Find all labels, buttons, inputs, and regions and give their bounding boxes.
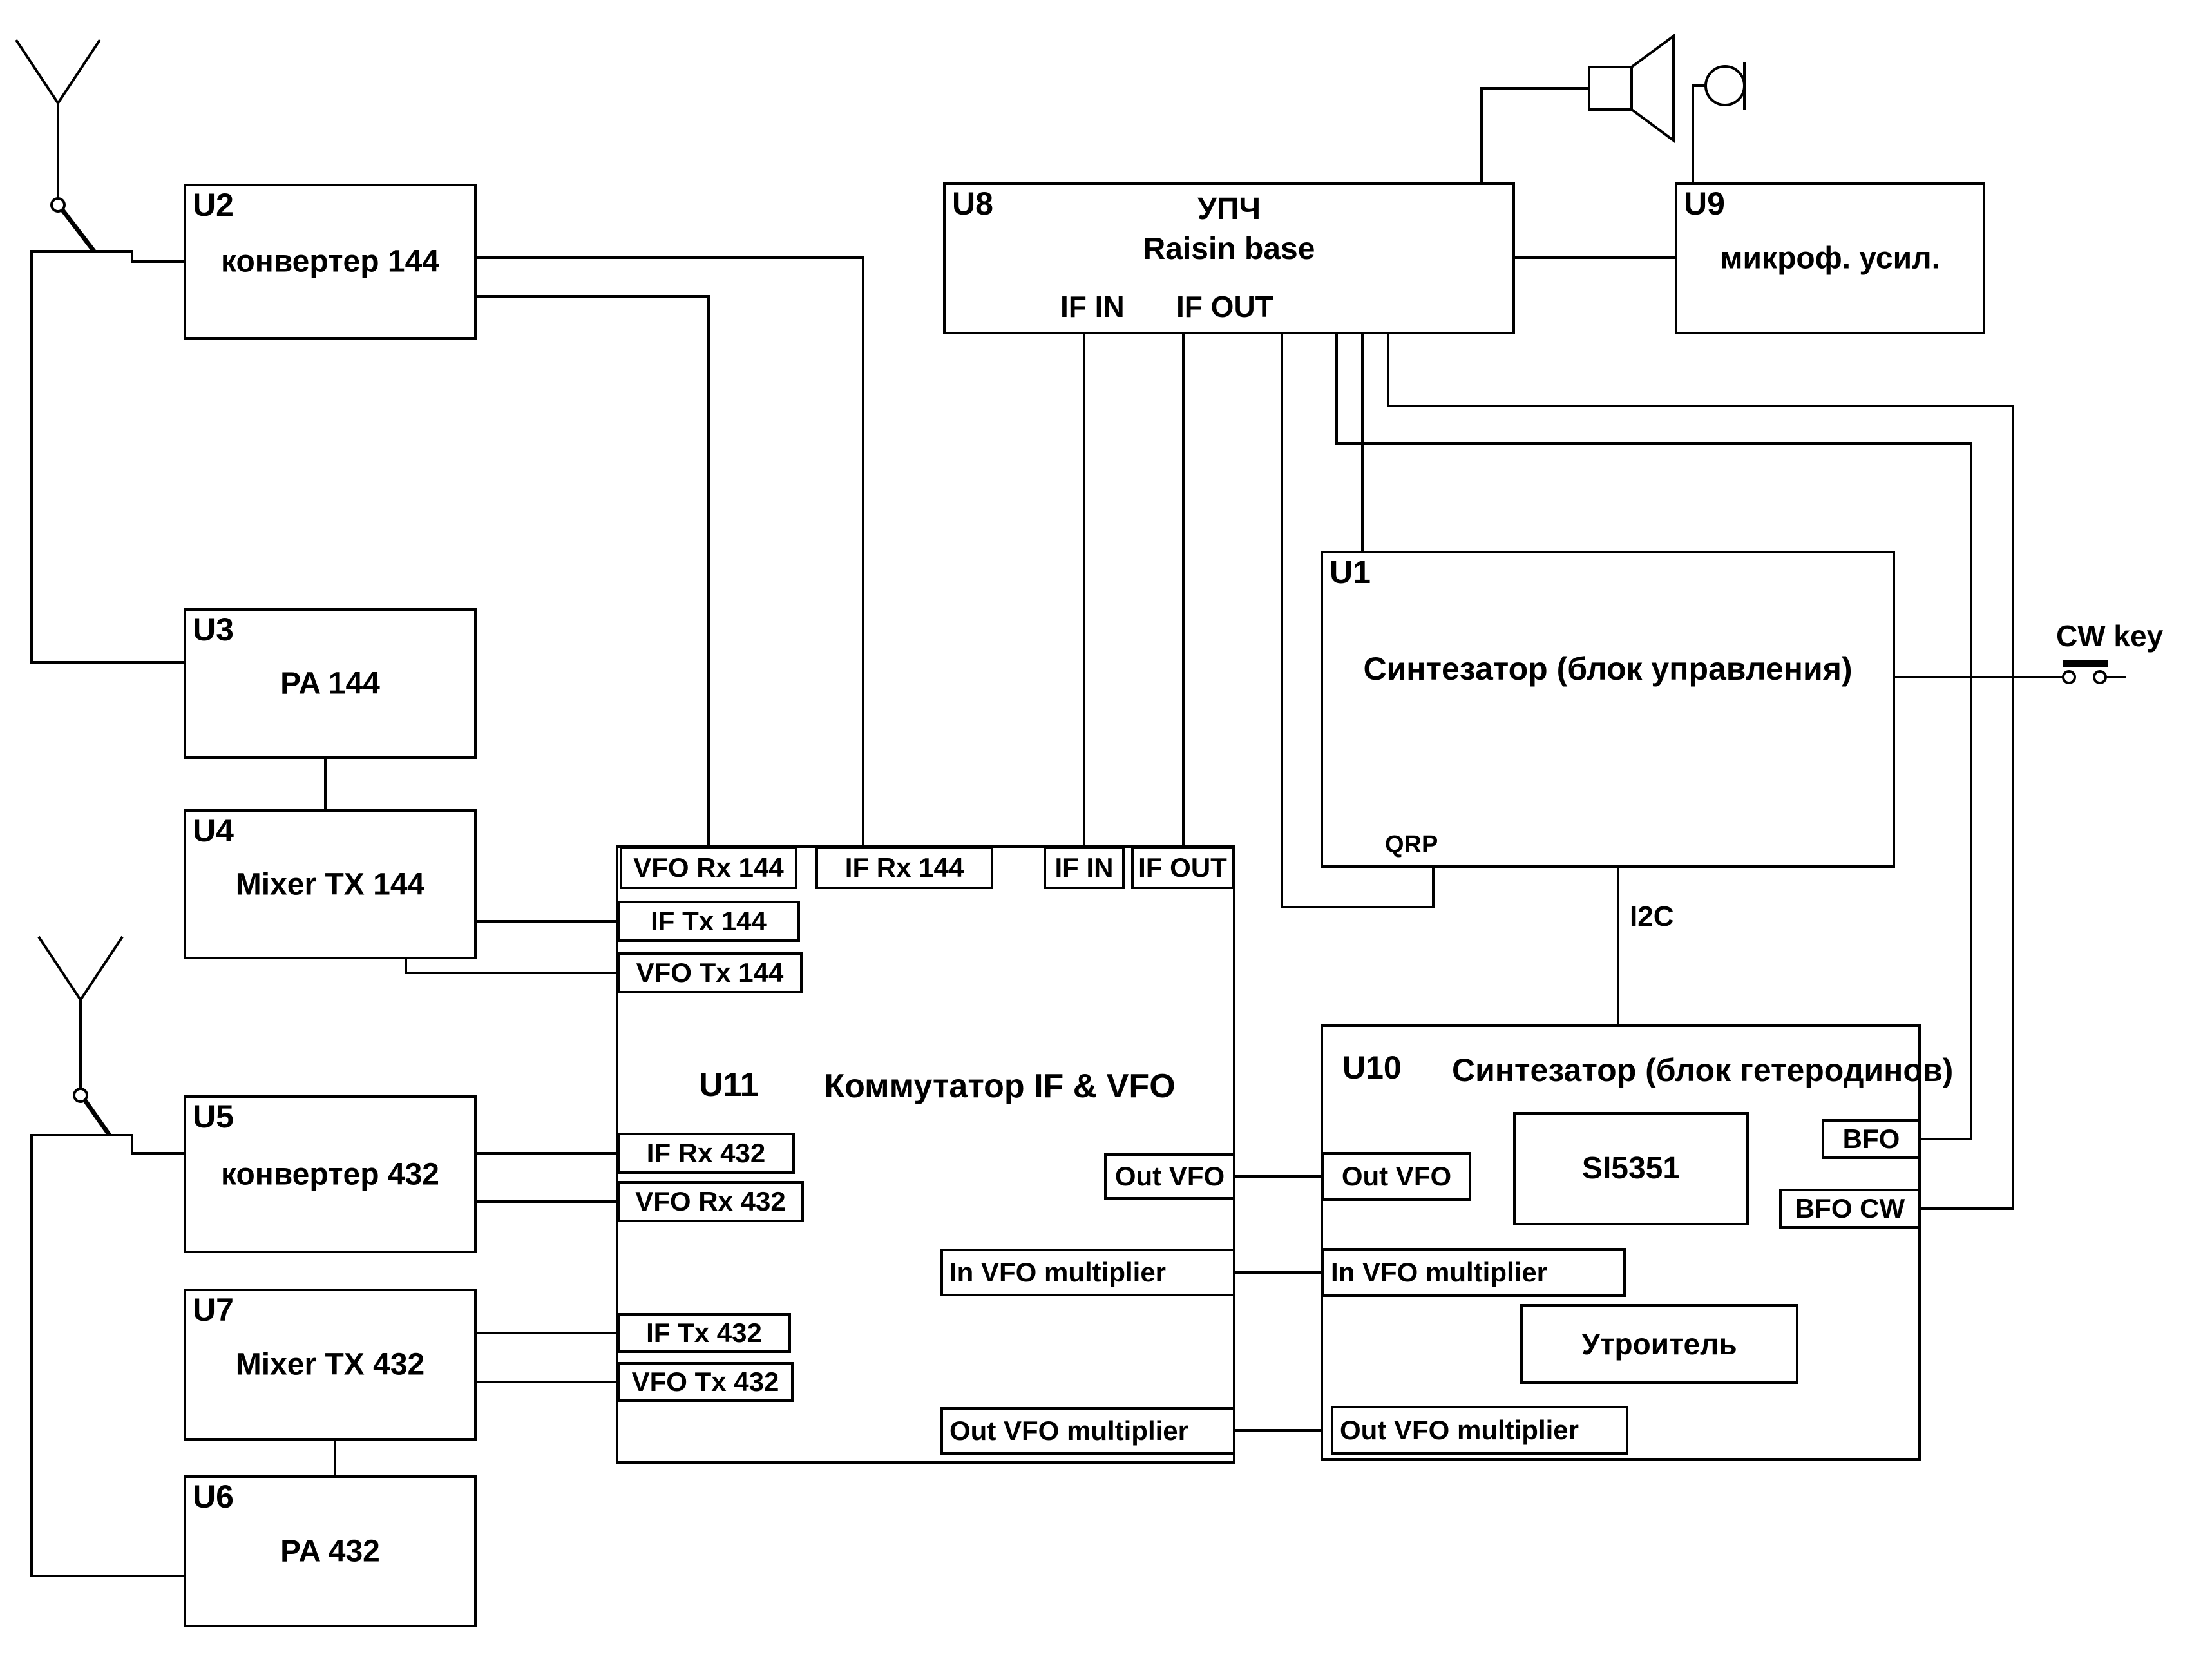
tripler-label: Утроитель bbox=[1581, 1327, 1737, 1361]
block-title: УПЧ bbox=[1197, 192, 1261, 226]
port-u11-in-vfo-multiplier bbox=[940, 1249, 1235, 1296]
wire bbox=[110, 1135, 184, 1153]
block-title: Mixer TX 144 bbox=[235, 867, 425, 901]
port-label: VFO Tx 144 bbox=[636, 957, 784, 988]
wire bbox=[94, 251, 184, 262]
tripler-block bbox=[1520, 1304, 1798, 1384]
port-bfo-cw bbox=[1779, 1189, 1921, 1229]
port-if-tx-432 bbox=[617, 1313, 791, 1353]
block-u1 bbox=[1321, 551, 1895, 868]
port-if-tx-144 bbox=[617, 901, 800, 942]
antenna-switch-144-icon bbox=[62, 210, 94, 251]
port-label: In VFO multiplier bbox=[1331, 1257, 1548, 1287]
antenna-432-icon bbox=[39, 937, 122, 1135]
port-label: In VFO multiplier bbox=[949, 1257, 1167, 1287]
port-vfo-rx-432 bbox=[617, 1181, 804, 1222]
block-title: Коммутатор IF & VFO bbox=[824, 1068, 1176, 1105]
port-label: Out VFO multiplier bbox=[1340, 1415, 1579, 1445]
block-ref: U9 bbox=[1684, 186, 1725, 222]
wire bbox=[477, 258, 863, 847]
port-vfo-rx-144 bbox=[620, 847, 797, 889]
block-title: PA 144 bbox=[280, 666, 380, 701]
port-label: VFO Rx 432 bbox=[635, 1186, 786, 1216]
i2c-label: I2C bbox=[1630, 901, 1674, 932]
block-u10 bbox=[1321, 1024, 1954, 1461]
block-u2 bbox=[184, 184, 477, 340]
port-vfo-tx-144 bbox=[617, 952, 803, 993]
block-subtitle: Raisin base bbox=[1143, 232, 1315, 266]
port-label: VFO Rx 144 bbox=[633, 852, 784, 883]
port-label: Out VFO bbox=[1114, 1161, 1225, 1191]
port-label: IF IN bbox=[1054, 852, 1114, 883]
wire bbox=[1693, 86, 1707, 182]
block-u5 bbox=[184, 1095, 477, 1253]
block-title: Синтезатор (блок гетеродинов) bbox=[1452, 1052, 1954, 1088]
port-vfo-tx-432 bbox=[617, 1362, 794, 1402]
port-label: BFO bbox=[1842, 1124, 1900, 1154]
port-u11-out-vfo-multiplier bbox=[940, 1407, 1235, 1455]
port-if-in bbox=[1044, 847, 1125, 889]
block-u6 bbox=[184, 1475, 477, 1627]
wire bbox=[32, 251, 184, 662]
u8-if-out-label: IF OUT bbox=[1176, 290, 1273, 323]
antenna-switch-432-icon bbox=[85, 1100, 110, 1135]
block-u4 bbox=[184, 809, 477, 959]
port-if-rx-144 bbox=[815, 847, 993, 889]
port-if-rx-432 bbox=[617, 1133, 795, 1174]
block-ref: U2 bbox=[193, 187, 234, 223]
port-label: IF Rx 144 bbox=[844, 852, 964, 883]
u1-qrp-label: QRP bbox=[1385, 831, 1438, 858]
block-ref: U1 bbox=[1330, 554, 1371, 590]
wire bbox=[32, 1135, 184, 1576]
block-title: Синтезатор (блок управления) bbox=[1363, 651, 1853, 687]
cw-key-label: CW key bbox=[2056, 619, 2164, 653]
port-u10-out-vfo bbox=[1322, 1152, 1471, 1201]
block-title: PA 432 bbox=[280, 1534, 380, 1569]
block-ref: U11 bbox=[699, 1066, 759, 1104]
block-u3 bbox=[184, 608, 477, 759]
block-ref: U8 bbox=[952, 186, 993, 222]
port-label: Out VFO bbox=[1341, 1161, 1452, 1191]
port-u10-in-vfo-multiplier bbox=[1322, 1248, 1626, 1297]
block-ref: U4 bbox=[193, 812, 234, 849]
block-u7 bbox=[184, 1289, 477, 1441]
block-ref: U5 bbox=[193, 1098, 234, 1135]
u8-if-in-label: IF IN bbox=[1060, 290, 1125, 323]
block-title: конвертер 144 bbox=[221, 244, 439, 279]
chip-label: SI5351 bbox=[1581, 1151, 1681, 1185]
cw-key-contacts-icon bbox=[2063, 664, 2126, 683]
block-u9 bbox=[1675, 182, 1985, 334]
microphone-icon bbox=[1706, 62, 1744, 110]
port-label: IF Rx 432 bbox=[646, 1138, 766, 1168]
port-u10-out-vfo-multiplier bbox=[1331, 1406, 1628, 1455]
si5351-chip bbox=[1513, 1112, 1749, 1225]
port-if-out bbox=[1131, 847, 1234, 889]
port-label: BFO CW bbox=[1795, 1193, 1905, 1223]
block-ref: U3 bbox=[193, 611, 234, 647]
block-ref: U6 bbox=[193, 1479, 234, 1515]
block-u8 bbox=[943, 182, 1515, 334]
port-label: Out VFO multiplier bbox=[949, 1415, 1189, 1446]
wire bbox=[406, 959, 617, 973]
port-label: IF OUT bbox=[1138, 852, 1227, 883]
block-title: микроф. усил. bbox=[1720, 241, 1940, 276]
block-ref: U10 bbox=[1342, 1050, 1402, 1086]
block-title: конвертер 432 bbox=[221, 1157, 439, 1191]
port-label: IF Tx 144 bbox=[651, 906, 767, 936]
speaker-icon bbox=[1589, 36, 1673, 140]
port-bfo bbox=[1822, 1119, 1921, 1159]
port-label: IF Tx 432 bbox=[646, 1318, 762, 1348]
wire bbox=[1482, 88, 1589, 182]
block-title: Mixer TX 432 bbox=[235, 1347, 425, 1382]
block-ref: U7 bbox=[193, 1292, 234, 1328]
antenna-144-icon bbox=[16, 40, 100, 251]
port-u11-out-vfo bbox=[1104, 1153, 1235, 1200]
port-label: VFO Tx 432 bbox=[631, 1367, 779, 1397]
wire bbox=[477, 296, 709, 847]
